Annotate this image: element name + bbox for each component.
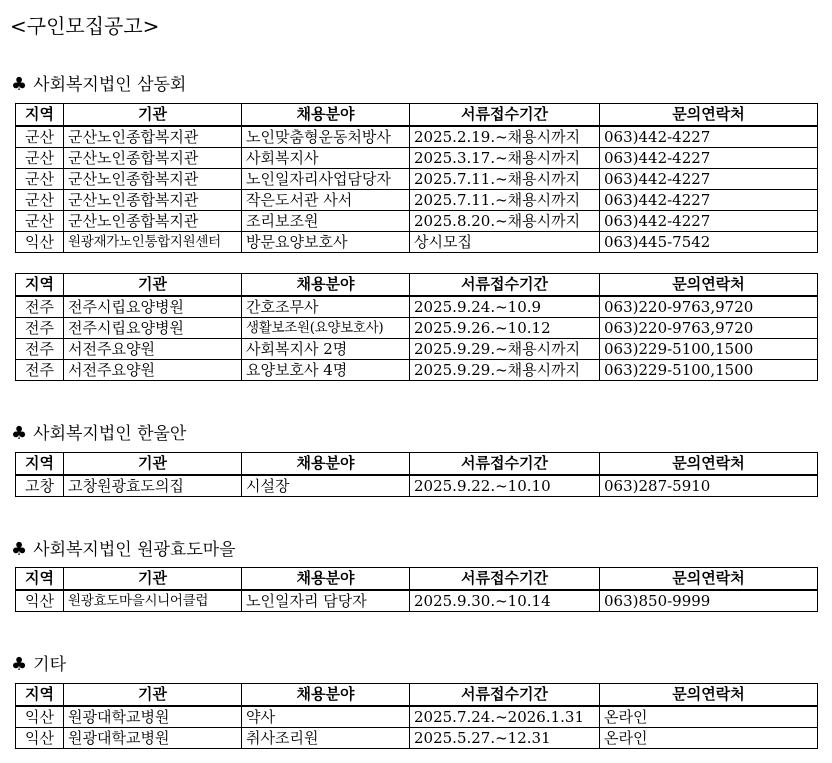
contact-cell: 063)229-5100,1500: [600, 360, 818, 381]
jobs-table: [15, 103, 818, 253]
institution-cell: 전주시립요양병원: [64, 318, 242, 339]
contact-cell: 063)442-4227: [600, 126, 818, 148]
period-cell: 2025.7.11.~채용시까지: [410, 190, 600, 211]
position-cell: 생활보조원(요양보호사): [242, 318, 410, 339]
institution-cell: 원광대학교병원: [64, 706, 242, 728]
column-header: 서류접수기간: [410, 568, 600, 591]
club-icon: ♣: [11, 654, 28, 675]
column-header: 지역: [16, 274, 64, 297]
column-header: 문의연락처: [600, 274, 818, 297]
jobs-table: [15, 452, 818, 497]
column-header: 기관: [64, 104, 242, 127]
institution-cell: 서전주요양원: [64, 339, 242, 360]
region-cell: 전주: [16, 296, 64, 318]
table-row: [16, 126, 818, 148]
institution-cell: 고창원광효도의집: [64, 475, 242, 497]
region-cell: 군산: [16, 190, 64, 211]
contact-cell: 063)445-7542: [600, 232, 818, 253]
position-cell: 사회복지사: [242, 148, 410, 169]
institution-cell: 원광재가노인통합지원센터: [64, 232, 242, 253]
section-title: 사회복지법인 한울안: [33, 424, 187, 444]
period-cell: 2025.2.19.~채용시까지: [410, 126, 600, 148]
column-header: 채용분야: [242, 684, 410, 707]
table-row: [16, 148, 818, 169]
table-row: [16, 211, 818, 232]
position-cell: 조리보조원: [242, 211, 410, 232]
region-cell: 익산: [16, 232, 64, 253]
contact-cell: 온라인: [600, 706, 818, 728]
position-cell: 약사: [242, 706, 410, 728]
institution-cell: 군산노인종합복지관: [64, 190, 242, 211]
column-header: 지역: [16, 453, 64, 476]
table-header-row: [16, 684, 818, 707]
table-row: [16, 339, 818, 360]
period-cell: 2025.9.24.~10.9: [410, 296, 600, 318]
position-cell: 노인일자리사업담당자: [242, 169, 410, 190]
column-header: 지역: [16, 104, 64, 127]
contact-cell: 063)220-9763,9720: [600, 296, 818, 318]
contact-cell: 온라인: [600, 728, 818, 749]
column-header: 지역: [16, 684, 64, 707]
column-header: 채용분야: [242, 104, 410, 127]
table-row: [16, 318, 818, 339]
table-row: [16, 360, 818, 381]
section-heading: [11, 70, 186, 95]
period-cell: 2025.7.11.~채용시까지: [410, 169, 600, 190]
column-header: 지역: [16, 568, 64, 591]
position-cell: 사회복지사 2명: [242, 339, 410, 360]
column-header: 기관: [64, 684, 242, 707]
jobs-table: [15, 683, 818, 749]
period-cell: 2025.9.26.~10.12: [410, 318, 600, 339]
period-cell: 2025.7.24.~2026.1.31: [410, 706, 600, 728]
contact-cell: 063)287-5910: [600, 475, 818, 497]
contact-cell: 063)850-9999: [600, 590, 818, 612]
region-cell: 군산: [16, 126, 64, 148]
institution-cell: 군산노인종합복지관: [64, 211, 242, 232]
column-header: 서류접수기간: [410, 453, 600, 476]
section-heading: [11, 535, 236, 560]
column-header: 기관: [64, 274, 242, 297]
jobs-table: [15, 567, 818, 612]
column-header: 기관: [64, 568, 242, 591]
position-cell: 노인일자리 담당자: [242, 590, 410, 612]
region-cell: 군산: [16, 169, 64, 190]
region-cell: 전주: [16, 339, 64, 360]
period-cell: 2025.9.30.~10.14: [410, 590, 600, 612]
club-icon: ♣: [11, 74, 28, 95]
column-header: 문의연락처: [600, 453, 818, 476]
period-cell: 2025.9.29.~채용시까지: [410, 339, 600, 360]
table-row: [16, 232, 818, 253]
institution-cell: 군산노인종합복지관: [64, 169, 242, 190]
table-header-row: [16, 453, 818, 476]
column-header: 기관: [64, 453, 242, 476]
column-header: 문의연락처: [600, 104, 818, 127]
table-row: [16, 169, 818, 190]
section-title: 사회복지법인 원광효도마을: [33, 540, 236, 560]
table-header-row: [16, 274, 818, 297]
contact-cell: 063)229-5100,1500: [600, 339, 818, 360]
page-title: <구인모집공고>: [10, 14, 160, 38]
region-cell: 익산: [16, 590, 64, 612]
contact-cell: 063)442-4227: [600, 169, 818, 190]
region-cell: 익산: [16, 706, 64, 728]
column-header: 문의연락처: [600, 568, 818, 591]
position-cell: 요양보호사 4명: [242, 360, 410, 381]
position-cell: 작은도서관 사서: [242, 190, 410, 211]
table-row: [16, 590, 818, 612]
institution-cell: 군산노인종합복지관: [64, 148, 242, 169]
period-cell: 2025.3.17.~채용시까지: [410, 148, 600, 169]
position-cell: 노인맞춤형운동처방사: [242, 126, 410, 148]
region-cell: 군산: [16, 211, 64, 232]
column-header: 채용분야: [242, 568, 410, 591]
club-icon: ♣: [11, 423, 28, 444]
table-row: [16, 296, 818, 318]
period-cell: 2025.5.27.~12.31: [410, 728, 600, 749]
period-cell: 2025.9.29.~채용시까지: [410, 360, 600, 381]
table-header-row: [16, 104, 818, 127]
region-cell: 전주: [16, 360, 64, 381]
section-heading: [11, 419, 186, 444]
institution-cell: 군산노인종합복지관: [64, 126, 242, 148]
column-header: 채용분야: [242, 274, 410, 297]
institution-cell: 서전주요양원: [64, 360, 242, 381]
column-header: 서류접수기간: [410, 684, 600, 707]
table-row: [16, 728, 818, 749]
contact-cell: 063)442-4227: [600, 211, 818, 232]
section-title: 사회복지법인 삼동회: [33, 75, 187, 95]
jobs-table: [15, 273, 818, 381]
club-icon: ♣: [11, 539, 28, 560]
region-cell: 고창: [16, 475, 64, 497]
region-cell: 익산: [16, 728, 64, 749]
contact-cell: 063)442-4227: [600, 148, 818, 169]
column-header: 채용분야: [242, 453, 410, 476]
period-cell: 2025.9.22.~10.10: [410, 475, 600, 497]
position-cell: 시설장: [242, 475, 410, 497]
table-header-row: [16, 568, 818, 591]
position-cell: 간호조무사: [242, 296, 410, 318]
position-cell: 방문요양보호사: [242, 232, 410, 253]
contact-cell: 063)442-4227: [600, 190, 818, 211]
region-cell: 전주: [16, 318, 64, 339]
column-header: 문의연락처: [600, 684, 818, 707]
position-cell: 취사조리원: [242, 728, 410, 749]
column-header: 서류접수기간: [410, 274, 600, 297]
institution-cell: 전주시립요양병원: [64, 296, 242, 318]
table-row: [16, 475, 818, 497]
section-title: 기타: [33, 655, 66, 675]
institution-cell: 원광대학교병원: [64, 728, 242, 749]
section-heading: [11, 650, 66, 675]
period-cell: 상시모집: [410, 232, 600, 253]
region-cell: 군산: [16, 148, 64, 169]
table-row: [16, 190, 818, 211]
column-header: 서류접수기간: [410, 104, 600, 127]
institution-cell: 원광효도마을시니어클럽: [64, 590, 242, 612]
table-row: [16, 706, 818, 728]
contact-cell: 063)220-9763,9720: [600, 318, 818, 339]
period-cell: 2025.8.20.~채용시까지: [410, 211, 600, 232]
